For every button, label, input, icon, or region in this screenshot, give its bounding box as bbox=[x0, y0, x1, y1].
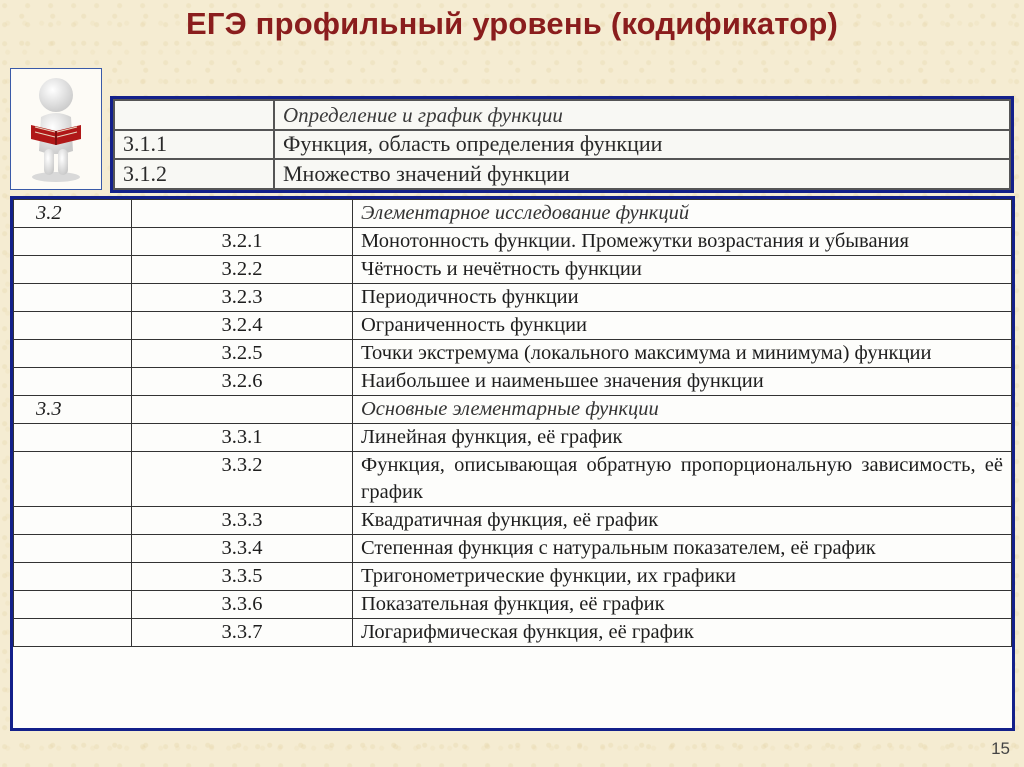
table-cell bbox=[132, 200, 353, 228]
item-text: Линейная функция, её график bbox=[353, 424, 1012, 452]
item-code: 3.3.3 bbox=[132, 507, 353, 535]
item-code: 3.1.1 bbox=[114, 130, 274, 160]
table-row bbox=[14, 563, 1012, 591]
item-code: 3.2.5 bbox=[132, 340, 353, 368]
section-row bbox=[14, 396, 1012, 424]
item-text: Функция, область определения функции bbox=[274, 130, 1010, 160]
table-row bbox=[14, 591, 1012, 619]
item-code: 3.2.2 bbox=[132, 256, 353, 284]
top-codifier-table-box bbox=[110, 96, 1014, 193]
table-row bbox=[14, 284, 1012, 312]
item-text: Квадратичная функция, её график bbox=[353, 507, 1012, 535]
item-text: Показательная функция, её график bbox=[353, 591, 1012, 619]
person-reading-book-icon bbox=[11, 69, 101, 189]
section-code: 3.3 bbox=[14, 396, 132, 424]
item-text: Функция, описывающая обратную пропорциональную зависимость, её график bbox=[353, 452, 1012, 507]
item-code: 3.2.1 bbox=[132, 228, 353, 256]
table-row bbox=[14, 619, 1012, 647]
item-code: 3.2.6 bbox=[132, 368, 353, 396]
main-codifier-table-box bbox=[10, 196, 1015, 731]
table-row bbox=[14, 424, 1012, 452]
table-row bbox=[14, 312, 1012, 340]
item-text: Точки экстремума (локального максимума и минимума) функции bbox=[353, 340, 1012, 368]
page-number: 15 bbox=[991, 739, 1010, 758]
table-row bbox=[14, 228, 1012, 256]
table-row bbox=[14, 368, 1012, 396]
item-text: Наибольшее и наименьшее значения функции bbox=[353, 368, 1012, 396]
item-text: Чётность и нечётность функции bbox=[353, 256, 1012, 284]
item-code: 3.3.6 bbox=[132, 591, 353, 619]
item-code: 3.3.1 bbox=[132, 424, 353, 452]
table-row bbox=[114, 130, 1010, 160]
top-codifier-table bbox=[113, 99, 1011, 190]
item-text: Логарифмическая функция, её график bbox=[353, 619, 1012, 647]
table-header-row bbox=[114, 100, 1010, 130]
table-cell bbox=[132, 396, 353, 424]
item-code: 3.3.2 bbox=[132, 452, 353, 507]
item-text: Множество значений функции bbox=[274, 159, 1010, 189]
section-code: 3.2 bbox=[14, 200, 132, 228]
table-row bbox=[14, 507, 1012, 535]
item-code: 3.2.3 bbox=[132, 284, 353, 312]
table-row bbox=[114, 159, 1010, 189]
section-row bbox=[14, 200, 1012, 228]
table-row bbox=[14, 535, 1012, 563]
item-code: 3.3.7 bbox=[132, 619, 353, 647]
item-text: Тригонометрические функции, их графики bbox=[353, 563, 1012, 591]
reading-figure-image bbox=[10, 68, 102, 190]
table-row bbox=[14, 340, 1012, 368]
table-cell bbox=[114, 100, 274, 130]
slide-title: ЕГЭ профильный уровень (кодификатор) bbox=[185, 6, 839, 41]
item-code: 3.2.4 bbox=[132, 312, 353, 340]
section-title: Основные элементарные функции bbox=[353, 396, 1012, 424]
main-codifier-table bbox=[13, 199, 1012, 647]
item-text: Периодичность функции bbox=[353, 284, 1012, 312]
item-text: Монотонность функции. Промежутки возрастания и убывания bbox=[353, 228, 1012, 256]
item-text: Ограниченность функции bbox=[353, 312, 1012, 340]
item-code: 3.1.2 bbox=[114, 159, 274, 189]
item-text: Степенная функция с натуральным показателем, её график bbox=[353, 535, 1012, 563]
item-code: 3.3.5 bbox=[132, 563, 353, 591]
item-code: 3.3.4 bbox=[132, 535, 353, 563]
section-title: Определение и график функции bbox=[274, 100, 1010, 130]
table-row bbox=[14, 452, 1012, 507]
table-row bbox=[14, 256, 1012, 284]
section-title: Элементарное исследование функций bbox=[353, 200, 1012, 228]
